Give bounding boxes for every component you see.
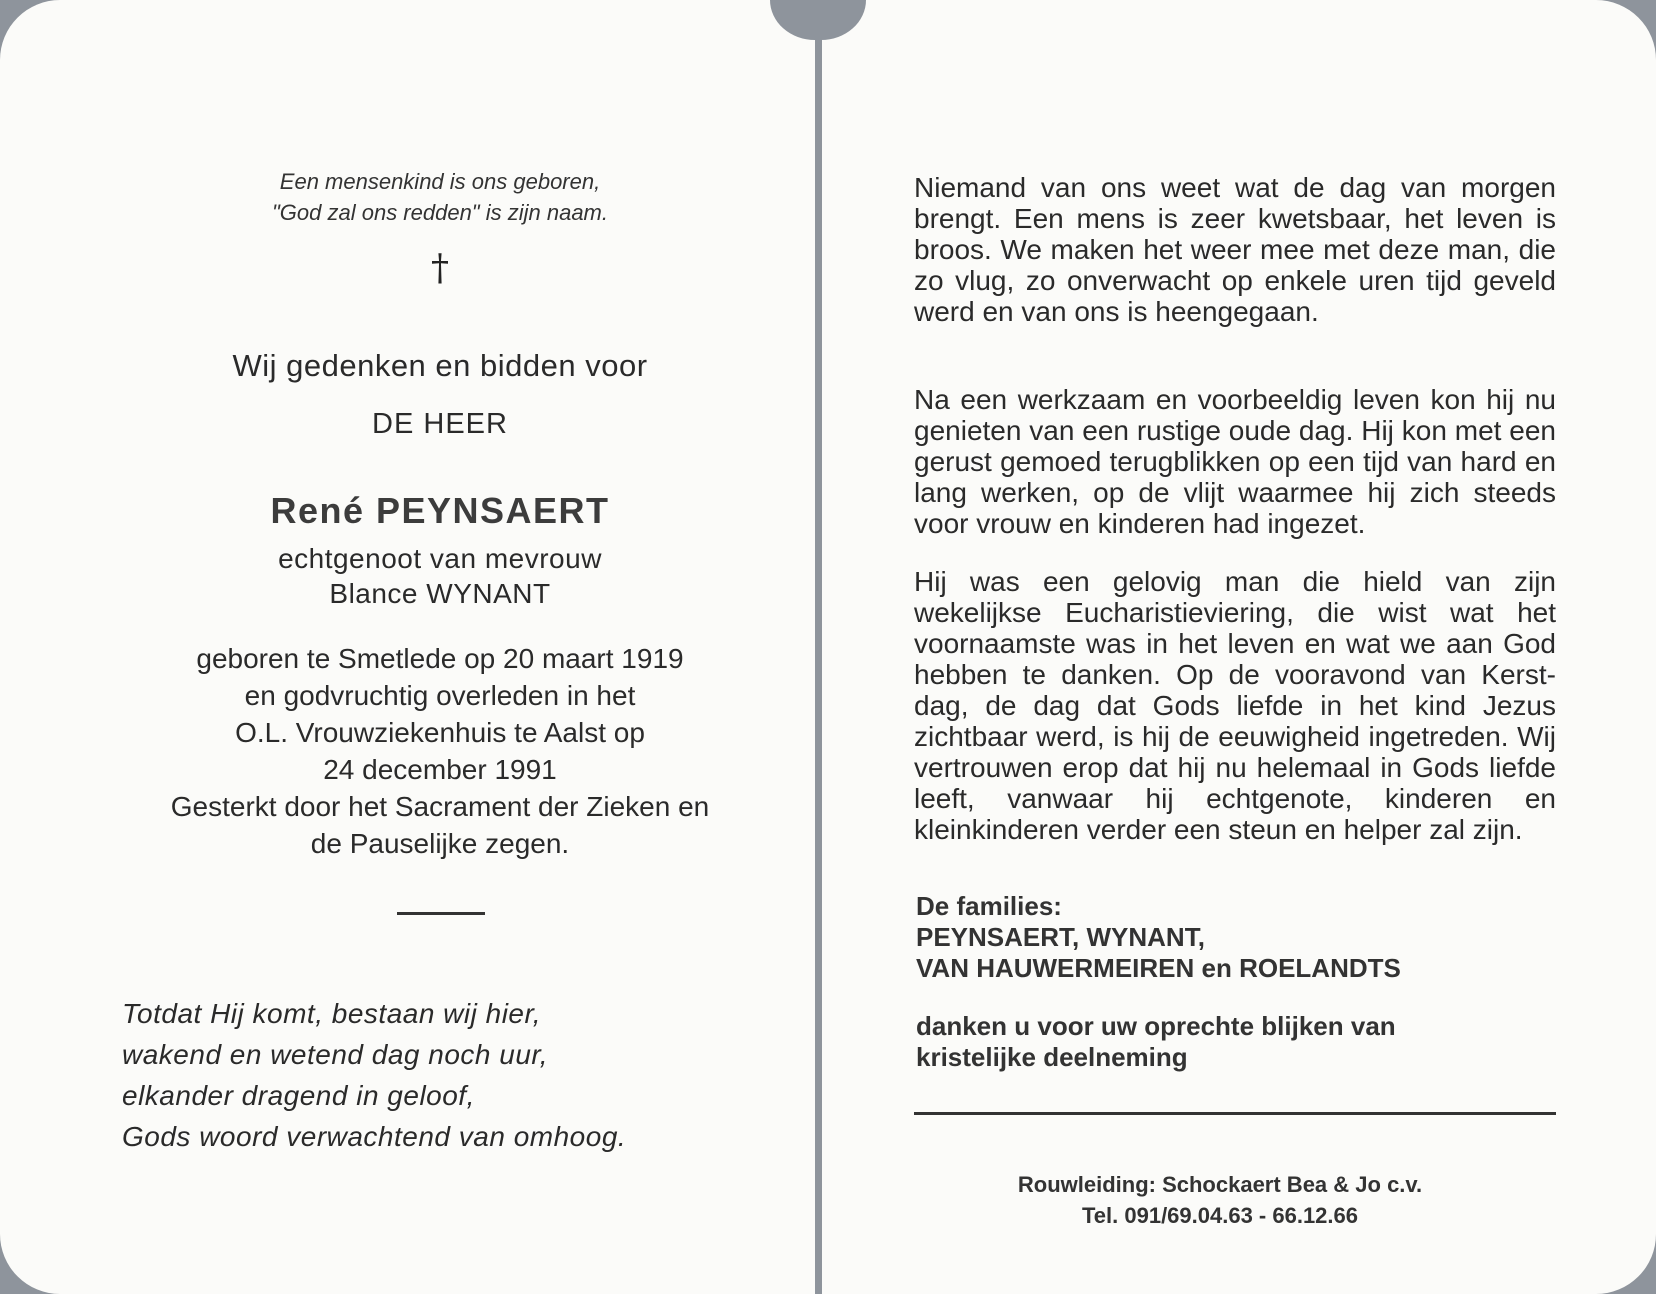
- bio-line: Gesterkt door het Sacrament der Zieken en: [170, 791, 710, 822]
- poem-line: Gods woord verwachtend van omhoog.: [122, 1121, 627, 1152]
- families-line: VAN HAUWERMEIREN en ROELANDTS: [916, 953, 1401, 983]
- thanks-line: danken u voor uw oprechte blijken van: [916, 1011, 1396, 1041]
- divider: [397, 912, 485, 915]
- funeral-line: Rouwleiding: Schockaert Bea & Jo c.v.: [1017, 1172, 1423, 1197]
- motto-line: Een mensenkind is ons geboren,: [279, 169, 601, 194]
- families-signature: [916, 891, 1401, 984]
- cross-icon: †: [431, 248, 449, 289]
- deceased-name: René PEYNSAERT: [270, 490, 610, 531]
- opening-motto: [100, 166, 780, 228]
- poem-line: elkander dragend in geloof,: [122, 1080, 475, 1111]
- bio-line: geboren te Smetlede op 20 maart 1919: [196, 643, 684, 674]
- funeral-director-info: [900, 1169, 1540, 1231]
- spouse-info: [100, 541, 780, 611]
- bio-line: 24 december 1991: [323, 754, 557, 785]
- poem-line: Totdat Hij komt, bestaan wij hier,: [122, 998, 542, 1029]
- closing-poem: [122, 993, 626, 1157]
- paragraph: Na een werkzaam en voorbeeldig leven kon hij nu genieten van een rustige oude dag. Hij kon met een gerust gemoed terugblikken op een tijd van hard en lang werken, op de vlijt waarmee hij zich steeds voor vrouw en kinderen had ingezet.: [914, 384, 1556, 539]
- motto-line: "God zal ons redden" is zijn naam.: [271, 200, 608, 225]
- divider: [914, 1112, 1556, 1115]
- families-line: De families:: [916, 891, 1062, 921]
- birth-death-details: [60, 640, 820, 862]
- thanks-message: [916, 1011, 1396, 1073]
- funeral-line: Tel. 091/69.04.63 - 66.12.66: [1081, 1203, 1359, 1228]
- poem-line: wakend en wetend dag noch uur,: [122, 1039, 548, 1070]
- commemoration-line: Wij gedenken en bidden voor: [232, 348, 648, 383]
- paragraph: Niemand van ons weet wat de dag van morgen brengt. Een mens is zeer kwetsbaar, het leven is broos. We maken het weer mee met deze man, die zo vlug, zo onverwacht op enkele uren tijd geveld werd en van ons is heengegaan.: [914, 172, 1556, 327]
- bio-line: O.L. Vrouwziekenhuis te Aalst op: [235, 717, 645, 748]
- bio-line: en godvruchtig overleden in het: [244, 680, 636, 711]
- paragraph: Hij was een gelovig man die hield van zijn wekelijkse Eucharistieviering, die wist wat het voornaamste was in het leven en wat we aan God hebben te danken. Op de vooravond van Kerst-dag, de dag dat Gods liefde in het kind Jezus zichtbaar werd, is hij de eeuwigheid ingetreden. Wij vertrouwen erop dat hij nu helemaal in Gods liefde leeft, vanwaar hij echtgenote, kinderen en kleinkinderen verder een steun en helper zal zijn.: [914, 566, 1556, 845]
- spouse-line: Blance WYNANT: [329, 578, 551, 609]
- spouse-line: echtgenoot van mevrouw: [278, 543, 602, 574]
- bio-line: de Pauselijke zegen.: [310, 828, 570, 859]
- families-line: PEYNSAERT, WYNANT,: [916, 922, 1205, 952]
- thanks-line: kristelijke deelneming: [916, 1042, 1188, 1072]
- honorific-title: DE HEER: [372, 408, 508, 440]
